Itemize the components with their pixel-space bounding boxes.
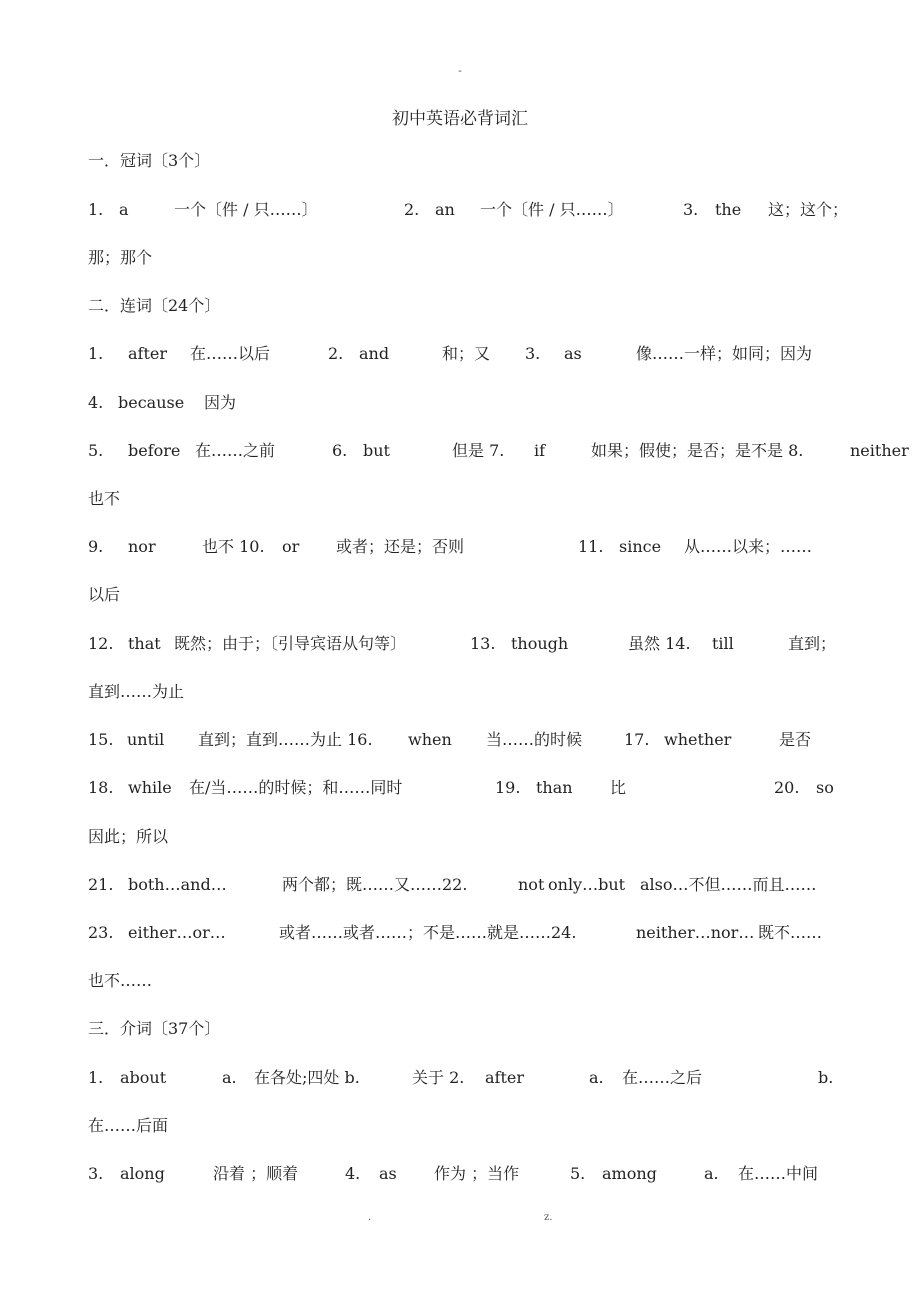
english-word: an: [435, 200, 455, 219]
chinese-meaning: 一个〔件 / 只……〕: [480, 200, 624, 219]
english-word: neither: [850, 441, 909, 460]
item-number: 4.: [88, 393, 104, 412]
chinese-meaning: 直到；直到……为止 16.: [198, 730, 373, 749]
section-heading-articles: 一．冠词〔3个〕: [88, 151, 211, 170]
english-word: so: [816, 778, 834, 797]
english-word: while: [128, 778, 172, 797]
item-number: 9.: [88, 537, 104, 556]
english-word: as: [564, 344, 582, 363]
chinese-meaning: 既不……: [758, 923, 823, 942]
chinese-meaning: 以后: [88, 585, 121, 604]
chinese-meaning: 比: [610, 778, 627, 797]
footer-right-mark: z.: [544, 1212, 553, 1223]
english-word: the: [715, 200, 742, 219]
chinese-meaning: also…不但……而且……: [640, 875, 817, 894]
chinese-meaning: 沿着 ；顺着: [213, 1164, 299, 1183]
english-word: though: [511, 634, 569, 653]
sense-label: b.: [818, 1068, 834, 1087]
english-word: both…and…: [128, 875, 227, 894]
item-number: 2.: [328, 344, 344, 363]
chinese-meaning: 在/当……的时候；和……同时: [189, 778, 403, 797]
page-title: 初中英语必背词汇: [392, 109, 528, 129]
chinese-meaning: 当……的时候: [486, 730, 583, 749]
english-word: or: [282, 537, 300, 556]
chinese-meaning: 因此；所以: [88, 827, 169, 846]
chinese-meaning: 或者；还是；否则: [336, 537, 465, 556]
english-word: that: [128, 634, 161, 653]
chinese-meaning: 这；这个；: [768, 200, 849, 219]
english-word: along: [120, 1164, 165, 1183]
english-word: until: [127, 730, 165, 749]
sense-label: a.: [222, 1068, 237, 1087]
english-word: after: [128, 344, 168, 363]
chinese-meaning: 在……中间: [738, 1164, 819, 1183]
english-word: either…or…: [128, 923, 226, 942]
item-number: 3.: [525, 344, 541, 363]
english-word: and: [359, 344, 390, 363]
english-word: not: [518, 875, 545, 894]
chinese-meaning: 从……以来；……: [684, 537, 813, 556]
english-word: if: [534, 441, 546, 460]
item-number: 18.: [88, 778, 114, 797]
chinese-meaning: 是否: [779, 730, 812, 749]
chinese-meaning: 在……以后: [190, 344, 271, 363]
english-word: a: [119, 200, 129, 219]
chinese-meaning: 或者……或者……；不是……就是……24.: [279, 923, 577, 942]
item-number: 2.: [404, 200, 420, 219]
english-word: only…but: [548, 875, 626, 894]
item-number: 5.: [88, 441, 104, 460]
section-heading-conjunctions: 二．连词〔24个〕: [88, 296, 221, 315]
chinese-meaning: 在……之后: [622, 1068, 703, 1087]
chinese-meaning: 直到……为止: [88, 682, 185, 701]
english-word: before: [128, 441, 181, 460]
chinese-meaning: 像……一样；如同；因为: [636, 344, 813, 363]
english-word: but: [363, 441, 390, 460]
chinese-meaning: 直到；: [788, 634, 837, 653]
item-number: 6.: [332, 441, 348, 460]
chinese-meaning: 如果；假使；是否；是不是 8.: [591, 441, 804, 460]
chinese-meaning: 也不……: [88, 971, 153, 990]
chinese-meaning: 因为: [204, 393, 237, 412]
item-number: 11.: [578, 537, 604, 556]
section-heading-prepositions: 三．介词〔37个〕: [88, 1019, 221, 1038]
chinese-meaning: 既然；由于；〔引导宾语从句等〕: [174, 634, 407, 653]
english-word: than: [536, 778, 573, 797]
chinese-meaning: 两个都；既……又……22.: [282, 875, 468, 894]
chinese-meaning: 在……后面: [88, 1116, 169, 1135]
item-number: 19.: [495, 778, 521, 797]
english-word: till: [712, 634, 734, 653]
english-word: whether: [664, 730, 732, 749]
chinese-meaning: 作为 ；当作: [434, 1164, 520, 1183]
english-word: since: [619, 537, 662, 556]
item-number: 1.: [88, 1068, 104, 1087]
chinese-meaning: 在……之前: [195, 441, 276, 460]
item-number: 17.: [624, 730, 650, 749]
chinese-meaning: 一个〔件 / 只……〕: [174, 200, 318, 219]
item-number: 20.: [774, 778, 800, 797]
english-word: after: [485, 1068, 525, 1087]
item-number: 12.: [88, 634, 114, 653]
english-word: when: [408, 730, 452, 749]
item-number: 21.: [88, 875, 114, 894]
sense-label: a.: [589, 1068, 604, 1087]
english-word: about: [120, 1068, 167, 1087]
item-number: 3.: [88, 1164, 104, 1183]
chinese-meaning: 也不 10.: [202, 537, 265, 556]
english-word: neither…nor…: [636, 923, 755, 942]
item-number: 3.: [683, 200, 699, 219]
item-number: 1.: [88, 200, 104, 219]
english-word: because: [118, 393, 185, 412]
item-number: 1.: [88, 344, 104, 363]
item-number: 4.: [345, 1164, 361, 1183]
english-word: as: [379, 1164, 397, 1183]
english-word: among: [602, 1164, 657, 1183]
item-number: 15.: [88, 730, 114, 749]
chinese-meaning: 虽然 14.: [628, 634, 691, 653]
sense-label: a.: [704, 1164, 719, 1183]
english-word: nor: [128, 537, 156, 556]
item-number: 23.: [88, 923, 114, 942]
chinese-meaning: 在各处;四处 b.: [254, 1068, 360, 1087]
chinese-meaning: 但是 7.: [452, 441, 505, 460]
chinese-meaning: 和；又: [442, 344, 491, 363]
item-number: 5.: [570, 1164, 586, 1183]
item-number: 13.: [470, 634, 496, 653]
page-header-mark: -: [458, 64, 462, 77]
footer-left-mark: .: [368, 1212, 372, 1223]
chinese-meaning: 也不: [88, 489, 121, 508]
chinese-meaning: 那；那个: [88, 248, 153, 267]
chinese-meaning: 关于 2.: [412, 1068, 465, 1087]
